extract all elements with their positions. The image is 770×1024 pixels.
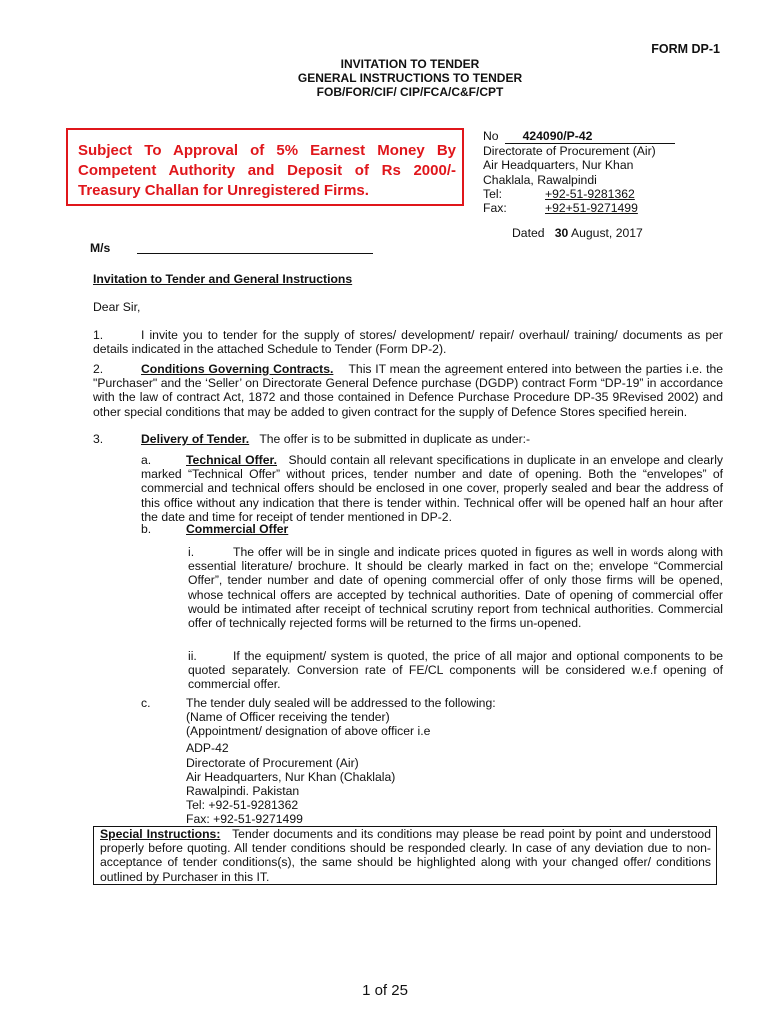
form-number: FORM DP-1 (651, 42, 720, 56)
paragraph-text: I invite you to tender for the supply of stores/ development/ repair/ overhaul/ training/ documents as per details indicated in the attached Schedule to Tender (Form DP-2). (93, 328, 723, 357)
paragraph-text: The offer is to be submitted in duplicate as under:- (259, 432, 531, 446)
salutation: Dear Sir, (93, 300, 141, 314)
date-day: 30 (554, 226, 569, 240)
address-line: Directorate of Procurement (Air) (186, 755, 359, 770)
address-line: Directorate of Procurement (Air) (483, 144, 656, 159)
fax-number: +92+51-9271499 (545, 201, 638, 216)
paragraph-number: 1. (93, 328, 104, 342)
fax-label: Fax: (483, 201, 507, 216)
paragraph-2 (93, 362, 723, 419)
paragraph-3a (141, 453, 723, 524)
office-address (483, 129, 675, 215)
paragraph-3b-ii (188, 649, 723, 692)
address-line: Fax: +92-51-9271499 (186, 812, 303, 827)
paragraph-text: The offer will be in single and indicate prices quoted in figures as well in words along with essential literature/ brochure. It should be clearly marked in fact on the; envelope “Commercial Offer”, tender number and date of opening commercial offer of only those firms will be opened, whose technical offers are accepted by technical authorities. Date of opening of commercial offer would be intimated after receipt of technical scrutiny report from technical authorities. Commercial offer of technically rejected forms will be returned to the firms un-opened. (188, 545, 723, 631)
reference-row (483, 129, 675, 144)
tel-row (483, 187, 675, 201)
address-line: (Appointment/ designation of above officer i.e (186, 724, 431, 739)
address-line: Chaklala, Rawalpindi (483, 172, 597, 187)
paragraph-number: a. (141, 453, 152, 467)
paragraph-number: 2. (93, 362, 104, 376)
addressee-label: M/s (90, 241, 111, 255)
special-instructions-title: Special Instructions: (100, 827, 221, 841)
paragraph-title: Commercial Offer (186, 522, 289, 536)
address-line: Air Headquarters, Nur Khan (Chaklala) (186, 769, 396, 784)
title-line: FOB/FOR/CIF/ CIP/FCA/C&F/CPT (316, 85, 504, 99)
tel-number: +92-51-9281362 (545, 186, 635, 201)
paragraph-text: The tender duly sealed will be addressed to the following: (186, 696, 496, 710)
date-line (512, 226, 643, 240)
date-label: Dated (512, 226, 545, 240)
special-instructions-box (93, 826, 717, 885)
title-line: GENERAL INSTRUCTIONS TO TENDER (297, 71, 523, 85)
paragraph-text: This IT mean the agreement entered into between the parties i.e. the "Purchaser" and the ‘Seller’ on Directorate General Defence purchase (DGDP) contract Form “DP-19” in accordance with the law of contract Act, 1872 and those contained in Defence Purchase Procedure DP-35 9Revised 2002) and other special conditions that may be added to given contract for the supply of Defence Stores specified herein. (93, 362, 724, 419)
tel-label: Tel: (483, 186, 502, 201)
paragraph-number: i. (188, 545, 195, 559)
addressee-blank-line (137, 253, 373, 254)
paragraph-1 (93, 328, 723, 356)
paragraph-number: c. (141, 696, 151, 710)
paragraph-number: b. (141, 522, 152, 536)
paragraph-number: ii. (188, 649, 197, 663)
address-line: Rawalpindi. Pakistan (186, 784, 300, 799)
paragraph-text: Should contain all relevant specifications in duplicate in an envelope and clearly marked “Technical Offer” without prices, tender number and date of opening. Both the “envelopes” of commercial and technical offers should be enclosed in one cover, properly sealed and bear the address of this office without any indication that there is tender within. Technical offer will be opened half an hour after the date and time for receipt of tender mentioned in DP-2. (141, 453, 723, 524)
date-rest: August, 2017 (570, 226, 643, 240)
paragraph-title: Technical Offer. (186, 453, 277, 467)
document-titles (200, 57, 620, 99)
special-instructions-text: Tender documents and its conditions may please be read point by point and understood properly before quoting. All tender conditions should be responded clearly. In case of any deviation due to non-acceptance of tender conditions(s), the same should be highlighted along with your changed offer/ conditions outlined by Purchaser in this IT. (100, 827, 711, 884)
reference-label: No (483, 129, 499, 143)
paragraph-title: Conditions Governing Contracts. (141, 362, 334, 376)
reference-number: 424090/P-42 (505, 129, 675, 144)
paragraph-number: 3. (93, 432, 104, 446)
tender-address-block (186, 710, 430, 827)
paragraph-3b-i (188, 545, 723, 630)
fax-row (483, 201, 675, 215)
paragraph-3b (141, 522, 441, 536)
paragraph-3 (93, 432, 723, 446)
address-line: Air Headquarters, Nur Khan (483, 158, 634, 173)
paragraph-3c (141, 696, 723, 710)
address-line: (Name of Officer receiving the tender) (186, 710, 390, 724)
address-line: Tel: +92-51-9281362 (186, 798, 299, 813)
title-line: INVITATION TO TENDER (340, 57, 480, 71)
section-heading: Invitation to Tender and General Instructions (93, 272, 353, 286)
page-number: 1 of 25 (362, 982, 408, 999)
address-line: ADP-42 (186, 741, 229, 756)
paragraph-text: If the equipment/ system is quoted, the price of all major and optional components to be quoted separately. Conversion rate of FE/CL components will be considered w.e.f opening of commercial offer. (188, 649, 723, 692)
paragraph-title: Delivery of Tender. (141, 432, 250, 446)
notice-text: Subject To Approval of 5% Earnest Money By Competent Authority and Deposit of Rs 2000/- Treasury Challan for Unregistered Firms. (78, 142, 456, 199)
